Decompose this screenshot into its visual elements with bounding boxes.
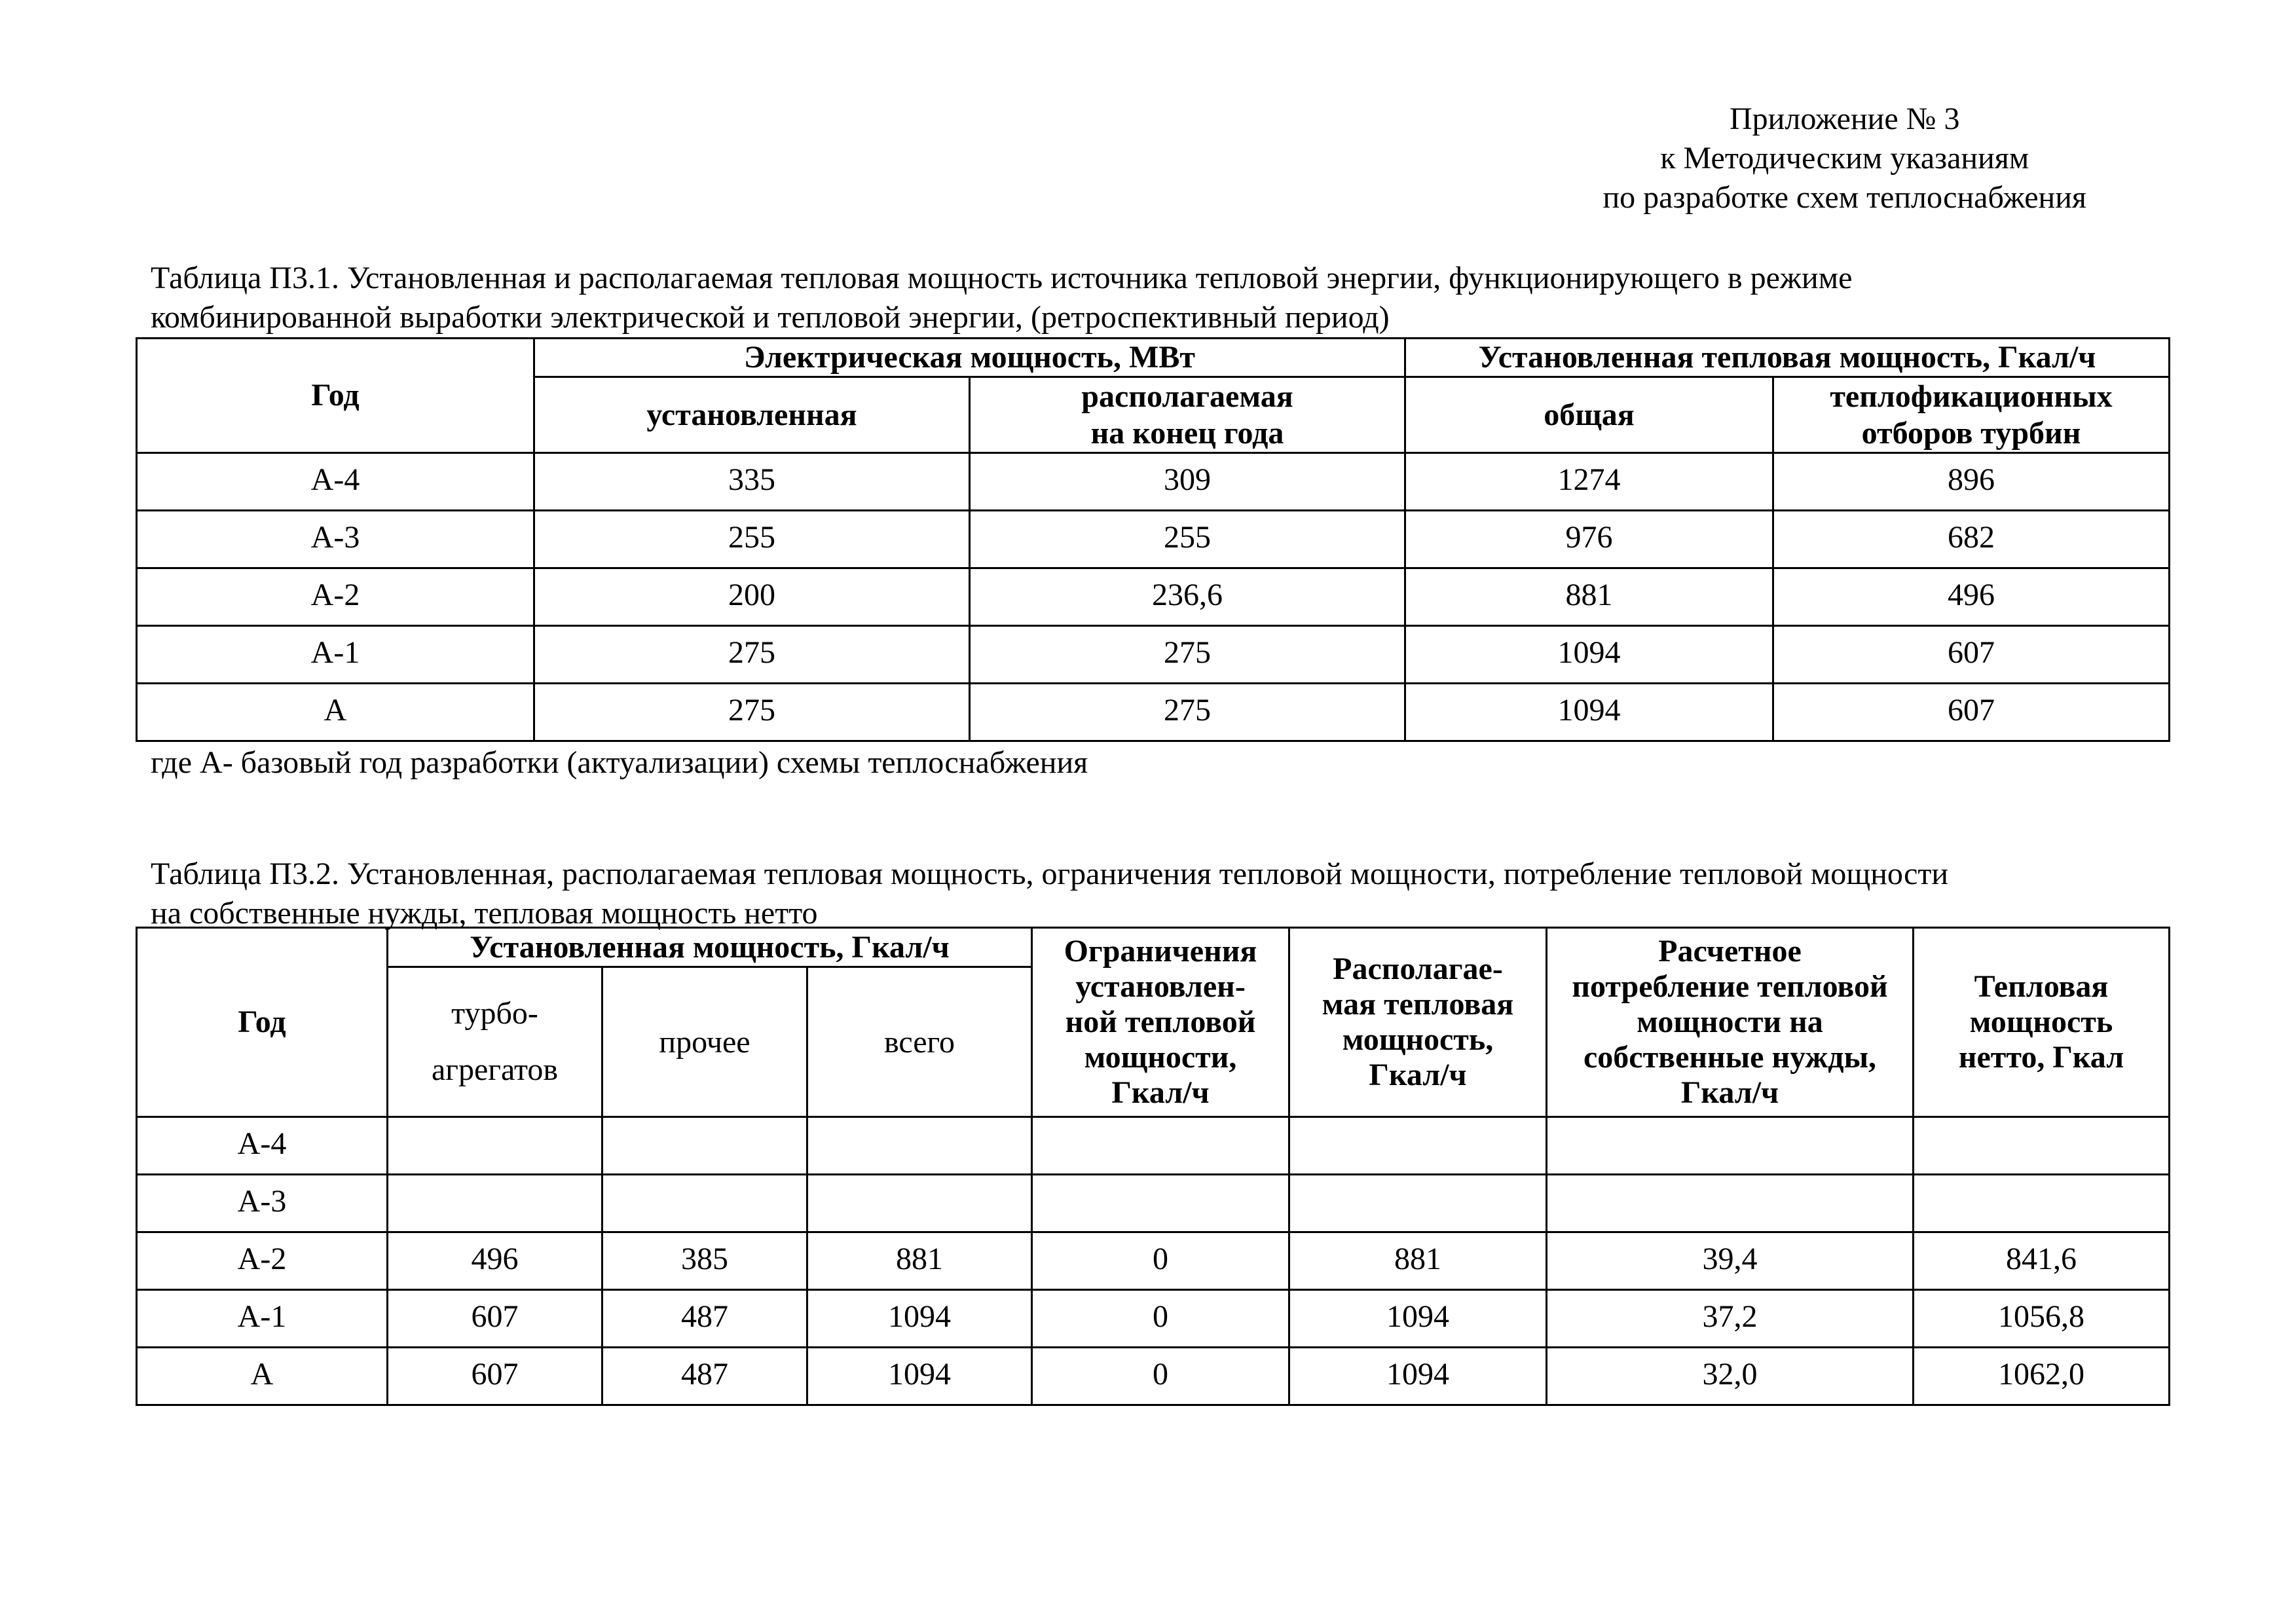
table1-header-extraction-line2: отборов турбин bbox=[1861, 415, 2081, 451]
table2-header-available-line2: мая тепловая bbox=[1322, 987, 1514, 1022]
table2-cell-year: А bbox=[137, 1348, 388, 1405]
table1-cell-extraction: 496 bbox=[1773, 568, 2170, 626]
table2-cell-available: 1094 bbox=[1289, 1290, 1547, 1348]
table2-cell-net: 1056,8 bbox=[1914, 1290, 2170, 1348]
table2-cell-available bbox=[1289, 1175, 1547, 1232]
table2-header-total: всего bbox=[807, 967, 1032, 1117]
table1-cell-available: 255 bbox=[970, 511, 1405, 568]
table2-header-limits-line2: установлен- bbox=[1075, 969, 1246, 1004]
table2-header-net-line2: мощность bbox=[1969, 1005, 2113, 1039]
table2-header-turbo bbox=[388, 967, 602, 1117]
table2-header-limits-line3: ной тепловой bbox=[1065, 1005, 1256, 1039]
table1-cell-available: 236,6 bbox=[970, 568, 1405, 626]
table2-cell-total: 1094 bbox=[807, 1348, 1032, 1405]
table1-cell-total: 1094 bbox=[1405, 684, 1773, 741]
table2-cell-net bbox=[1914, 1117, 2170, 1175]
table2-cell-total: 881 bbox=[807, 1232, 1032, 1290]
table1-cell-year: А bbox=[137, 684, 534, 741]
table2-cell-limits: 0 bbox=[1032, 1348, 1289, 1405]
table2-header-net-line1: Тепловая bbox=[1974, 969, 2109, 1004]
table1-header-thermal: Установленная тепловая мощность, Гкал/ч bbox=[1405, 339, 2170, 377]
table2-cell-available: 881 bbox=[1289, 1232, 1547, 1290]
table2-header-available-line1: Располагае- bbox=[1333, 951, 1503, 986]
table2-header-turbo-line2: агрегатов bbox=[431, 1052, 559, 1087]
table2-header-net bbox=[1914, 928, 2170, 1117]
appendix-subject: по разработке схем теплоснабжения bbox=[1602, 180, 2086, 215]
table2-cell-limits: 0 bbox=[1032, 1232, 1289, 1290]
table1-cell-available: 275 bbox=[970, 626, 1405, 684]
table-row bbox=[137, 626, 2170, 684]
table1-cell-year: А-3 bbox=[137, 511, 534, 568]
table2-header-own-line2: потребление тепловой bbox=[1572, 969, 1888, 1004]
table2-cell-limits bbox=[1032, 1175, 1289, 1232]
table2-cell-total bbox=[807, 1175, 1032, 1232]
table-row bbox=[137, 511, 2170, 568]
table1-cell-installed: 255 bbox=[534, 511, 970, 568]
table1-header-installed: установленная bbox=[534, 377, 970, 453]
table2-header-own-line4: собственные нужды, bbox=[1583, 1040, 1877, 1075]
table2-cell-other bbox=[602, 1117, 807, 1175]
table2-cell-other bbox=[602, 1175, 807, 1232]
table2-header-own-needs bbox=[1547, 928, 1914, 1117]
table1-cell-total: 1094 bbox=[1405, 626, 1773, 684]
table2-header-own-line1: Расчетное bbox=[1658, 934, 1802, 969]
table2-cell-year: А-1 bbox=[137, 1290, 388, 1348]
table1-header-available-line2: на конец года bbox=[1090, 415, 1284, 451]
table2 bbox=[136, 927, 2170, 1406]
table2-cell-available bbox=[1289, 1117, 1547, 1175]
table1 bbox=[136, 337, 2170, 742]
table2-cell-other: 487 bbox=[602, 1290, 807, 1348]
table2-header-net-line3: нетто, Гкал bbox=[1958, 1040, 2124, 1075]
table2-header-own-line3: мощности на bbox=[1637, 1005, 1823, 1039]
table1-cell-extraction: 896 bbox=[1773, 453, 2170, 511]
table2-cell-own bbox=[1547, 1117, 1914, 1175]
table-row bbox=[137, 453, 2170, 511]
table2-cell-own: 37,2 bbox=[1547, 1290, 1914, 1348]
table1-cell-available: 275 bbox=[970, 684, 1405, 741]
table1-cell-year: А-1 bbox=[137, 626, 534, 684]
table-row bbox=[137, 1175, 2170, 1232]
table1-header-available bbox=[970, 377, 1405, 453]
table1-cell-extraction: 607 bbox=[1773, 684, 2170, 741]
table2-header-year: Год bbox=[137, 928, 388, 1117]
table2-cell-turbo: 607 bbox=[388, 1348, 602, 1405]
table-row bbox=[137, 1232, 2170, 1290]
table-row bbox=[137, 568, 2170, 626]
table1-cell-extraction: 607 bbox=[1773, 626, 2170, 684]
table2-cell-total: 1094 bbox=[807, 1290, 1032, 1348]
table2-cell-own: 39,4 bbox=[1547, 1232, 1914, 1290]
table1-cell-installed: 275 bbox=[534, 684, 970, 741]
table2-cell-year: А-3 bbox=[137, 1175, 388, 1232]
table2-cell-net bbox=[1914, 1175, 2170, 1232]
table1-cell-available: 309 bbox=[970, 453, 1405, 511]
table1-cell-year: А-4 bbox=[137, 453, 534, 511]
appendix-reference: к Методическим указаниям bbox=[1660, 141, 2029, 175]
table2-header-own-line5: Гкал/ч bbox=[1680, 1075, 1779, 1110]
table-row bbox=[137, 1290, 2170, 1348]
table2-cell-other: 487 bbox=[602, 1348, 807, 1405]
table2-cell-turbo: 607 bbox=[388, 1290, 602, 1348]
table2-header-available-line4: Гкал/ч bbox=[1369, 1058, 1467, 1092]
table2-header-limits-line4: мощности, bbox=[1084, 1040, 1237, 1075]
table2-cell-turbo bbox=[388, 1117, 602, 1175]
table2-cell-limits: 0 bbox=[1032, 1290, 1289, 1348]
table2-header-other: прочее bbox=[602, 967, 807, 1117]
table1-caption-line1: Таблица П3.1. Установленная и располагаемая тепловая мощность источника тепловой энергии, функционирующего в режиме bbox=[151, 261, 1853, 295]
table1-header-extraction-line1: теплофикационных bbox=[1830, 378, 2113, 414]
table2-cell-limits bbox=[1032, 1117, 1289, 1175]
table2-caption-line1: Таблица П3.2. Установленная, располагаемая тепловая мощность, ограничения тепловой мощности, потребление тепловой мощности bbox=[151, 857, 1949, 891]
table1-header-extraction bbox=[1773, 377, 2170, 453]
table2-cell-turbo bbox=[388, 1175, 602, 1232]
table1-cell-installed: 200 bbox=[534, 568, 970, 626]
table1-header-available-line1: располагаемая bbox=[1081, 378, 1293, 414]
table1-caption-line2: комбинированной выработки электрической и тепловой энергии, (ретроспективный период) bbox=[151, 300, 1390, 335]
table1-header-year: Год bbox=[137, 339, 534, 453]
table2-header-available bbox=[1289, 928, 1547, 1117]
table2-header-available-line3: мощность, bbox=[1342, 1022, 1494, 1057]
table2-cell-total bbox=[807, 1117, 1032, 1175]
table1-note: где А- базовый год разработки (актуализации) схемы теплоснабжения bbox=[151, 745, 1088, 780]
table2-cell-net: 1062,0 bbox=[1914, 1348, 2170, 1405]
table1-cell-year: А-2 bbox=[137, 568, 534, 626]
table2-header-limits-line5: Гкал/ч bbox=[1111, 1075, 1210, 1110]
table2-cell-own: 32,0 bbox=[1547, 1348, 1914, 1405]
table2-cell-own bbox=[1547, 1175, 1914, 1232]
table2-header-turbo-line1: турбо- bbox=[451, 996, 538, 1031]
table1-cell-total: 881 bbox=[1405, 568, 1773, 626]
table1-caption bbox=[151, 259, 2166, 337]
table1-cell-installed: 275 bbox=[534, 626, 970, 684]
table1-header-electric: Электрическая мощность, МВт bbox=[534, 339, 1405, 377]
table2-cell-turbo: 496 bbox=[388, 1232, 602, 1290]
table2-cell-year: А-2 bbox=[137, 1232, 388, 1290]
table-row bbox=[137, 1117, 2170, 1175]
table1-cell-total: 1274 bbox=[1405, 453, 1773, 511]
table1-cell-installed: 335 bbox=[534, 453, 970, 511]
table2-header-installed-group: Установленная мощность, Гкал/ч bbox=[388, 928, 1032, 967]
table-row bbox=[137, 684, 2170, 741]
table-row bbox=[137, 1348, 2170, 1405]
appendix-header bbox=[1602, 100, 2086, 217]
table2-cell-net: 841,6 bbox=[1914, 1232, 2170, 1290]
table1-cell-total: 976 bbox=[1405, 511, 1773, 568]
table2-caption-line2: на собственные нужды, тепловая мощность нетто bbox=[151, 896, 818, 931]
table2-caption bbox=[151, 855, 2166, 933]
table1-cell-extraction: 682 bbox=[1773, 511, 2170, 568]
table2-cell-year: А-4 bbox=[137, 1117, 388, 1175]
table2-header-limits-line1: Ограничения bbox=[1064, 934, 1257, 969]
table2-cell-available: 1094 bbox=[1289, 1348, 1547, 1405]
appendix-number: Приложение № 3 bbox=[1730, 101, 1960, 136]
table1-header-total: общая bbox=[1405, 377, 1773, 453]
table2-header-limits bbox=[1032, 928, 1289, 1117]
table2-cell-other: 385 bbox=[602, 1232, 807, 1290]
